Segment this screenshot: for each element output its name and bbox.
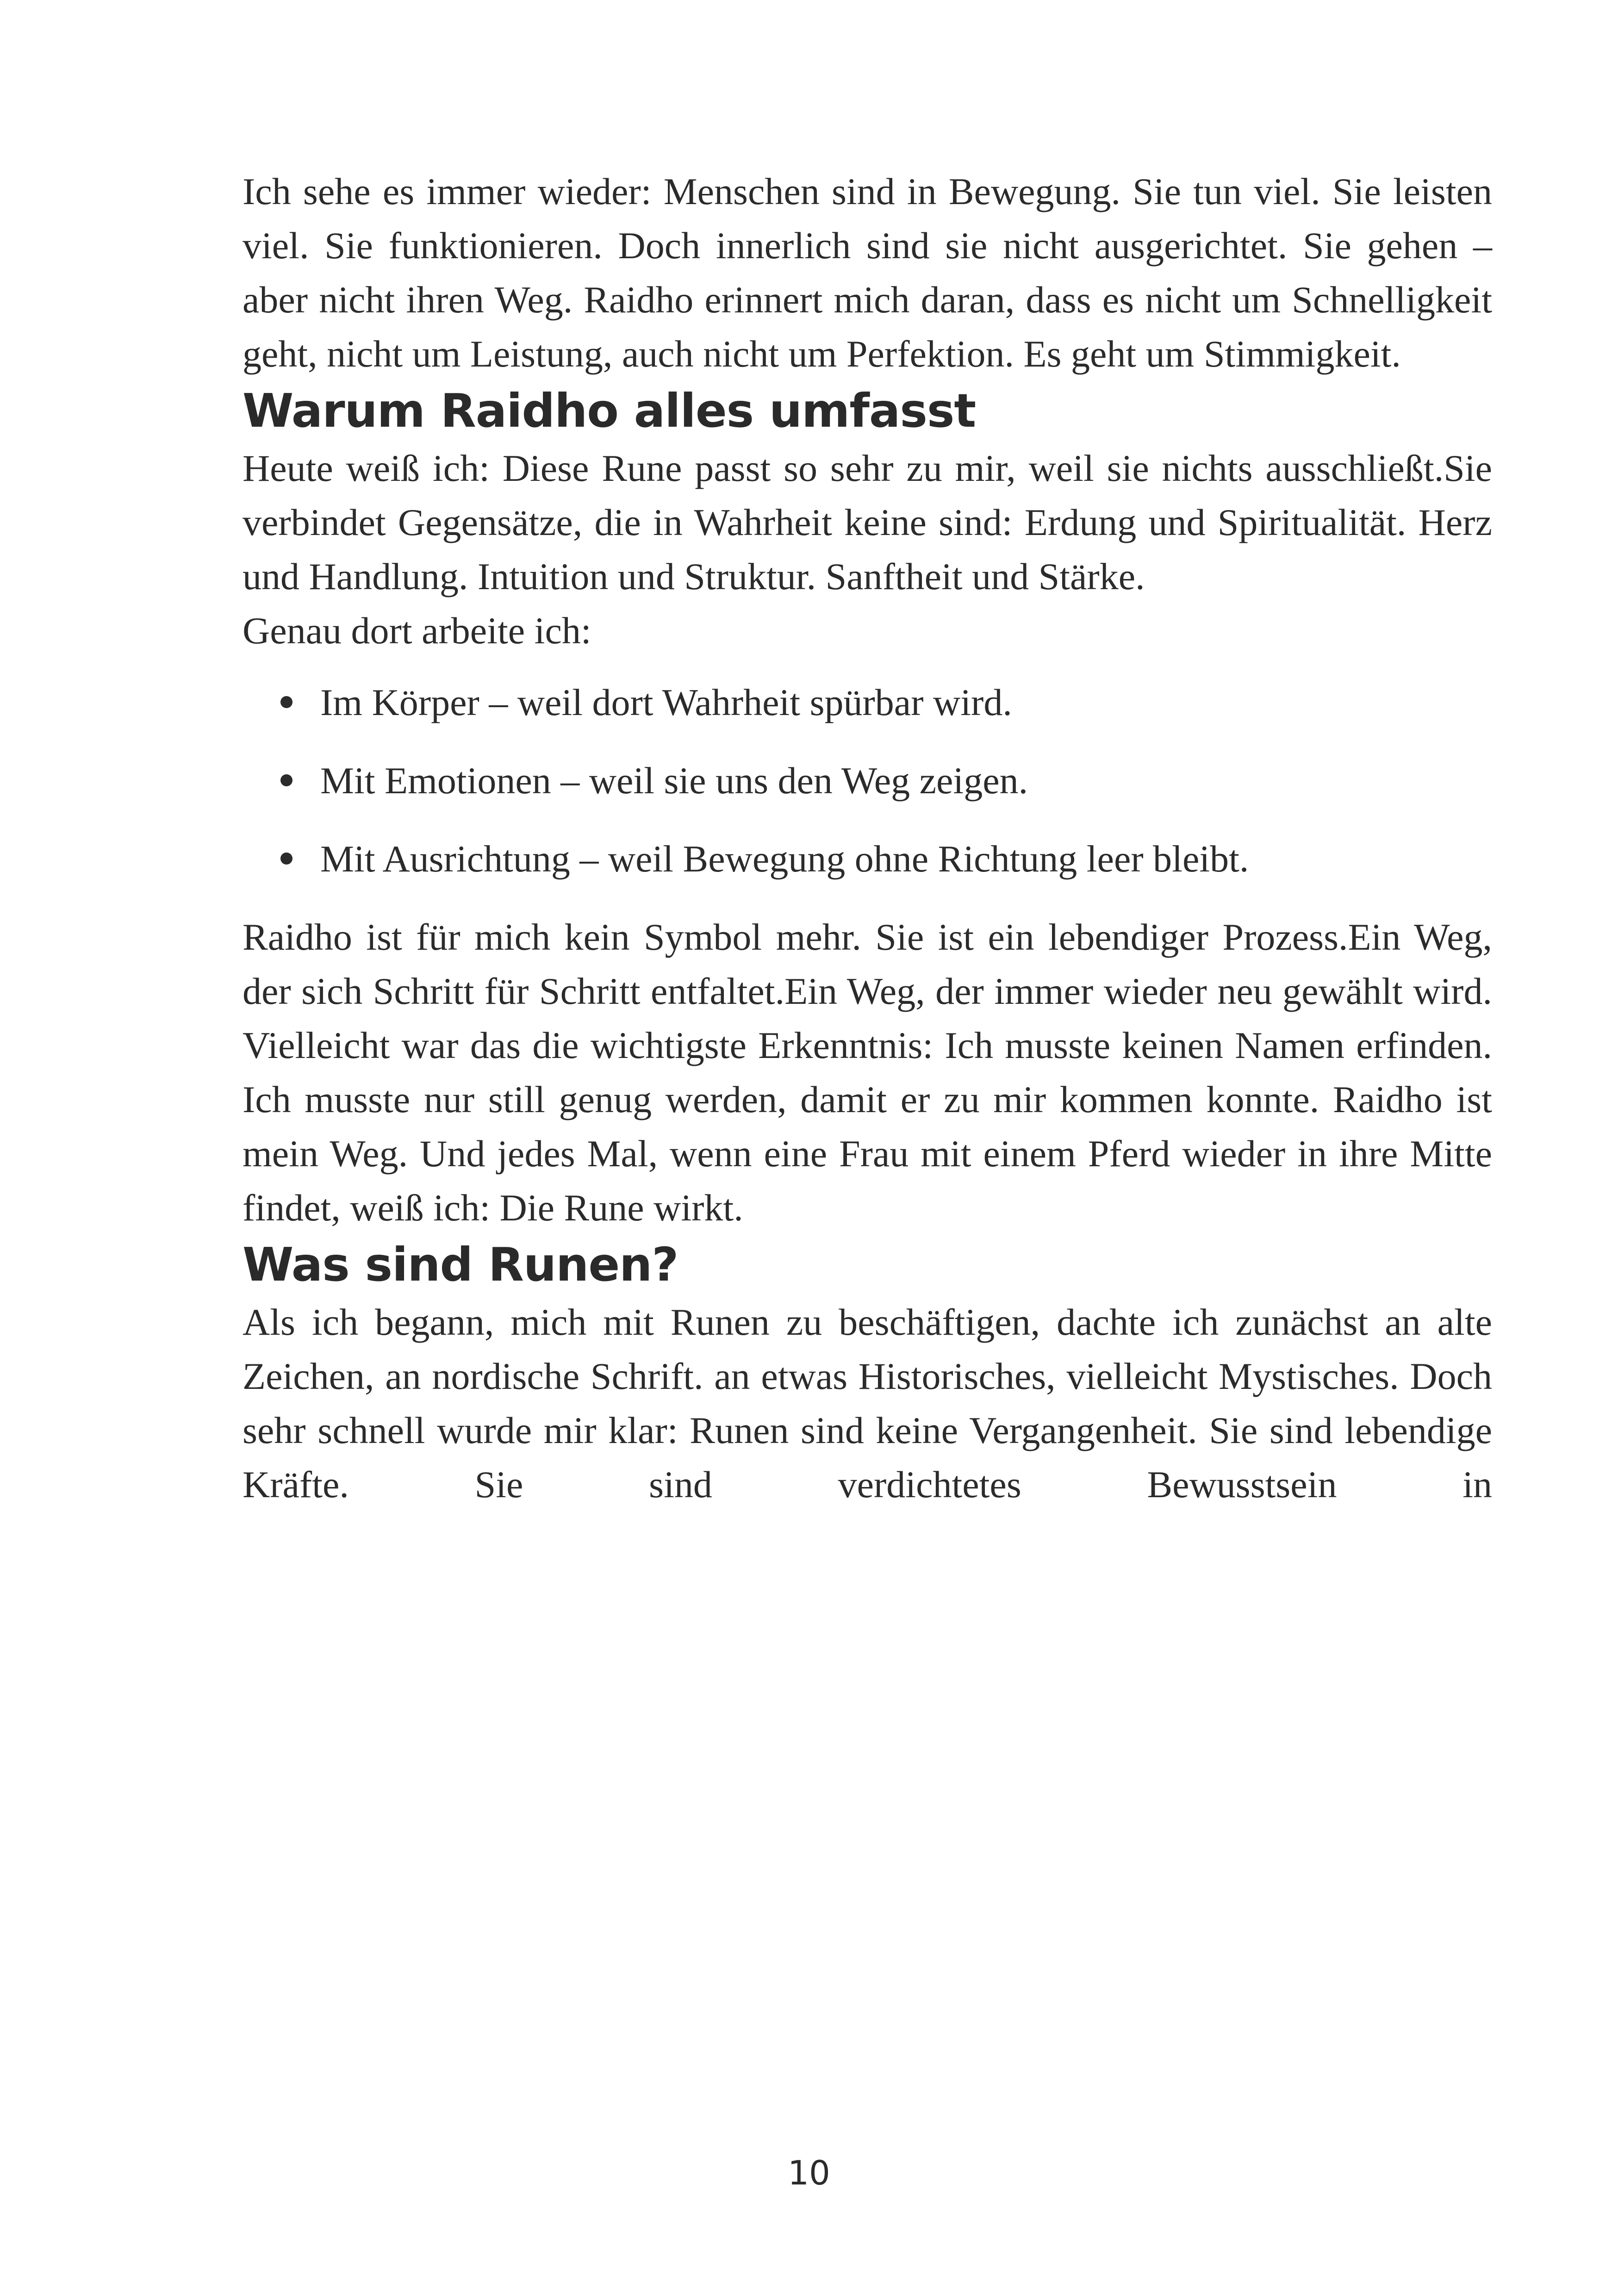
list-item: [243, 675, 1492, 729]
bullet-icon: [280, 852, 292, 865]
list-item-text: Im Körper – weil dort Wahrheit spürbar wird.: [320, 681, 1012, 723]
bullet-icon: [280, 696, 292, 708]
raidho-paragraph-1: Heute weiß ich: Diese Rune passt so sehr zu mir, weil sie nichts ausschließt.Sie verbindet Gegensätze, die in Wahrheit keine sind: Erdung und Spiritualität. Herz und Handlung. Intuition und Struktur. Sanftheit und Stärke.: [243, 447, 1492, 597]
list-item-text: Mit Emotionen – weil sie uns den Weg zeigen.: [320, 759, 1028, 802]
page-number: 10: [788, 2153, 830, 2192]
list-item: [243, 832, 1492, 886]
page-content: [243, 164, 1492, 1512]
list-item: [243, 753, 1492, 808]
bullet-list: [243, 675, 1492, 886]
section-heading-raidho: Warum Raidho alles umfasst: [243, 384, 976, 438]
runen-paragraph-1: Als ich begann, mich mit Runen zu beschäftigen, dachte ich zunächst an alte Zeichen, an nordische Schrift. an etwas Historisches, vielleicht Mystisches. Doch sehr schnell wurde mir klar: Runen sind keine Vergangenheit. Sie sind lebendige Kräfte. Sie sind verdichtetes Bewusstsein in: [243, 1301, 1492, 1506]
raidho-paragraph-2: Genau dort arbeite ich:: [243, 610, 591, 652]
intro-paragraph: Ich sehe es immer wieder: Menschen sind in Bewegung. Sie tun viel. Sie leisten viel. Sie funktionieren. Doch innerlich sind sie nicht ausgerichtet. Sie gehen – aber nicht ihren Weg. Raidho erinnert mich daran, dass es nicht um Schnelligkeit geht, nicht um Leistung, auch nicht um Perfektion. Es geht um Stimmigkeit.: [243, 170, 1492, 375]
raidho-paragraph-3: Raidho ist für mich kein Symbol mehr. Sie ist ein lebendiger Prozess.Ein Weg, der sich Schritt für Schritt entfaltet.Ein Weg, der immer wieder neu gewählt wird. Vielleicht war das die wichtigste Erkenntnis: Ich musste keinen Namen erfinden. Ich musste nur still genug werden, damit er zu mir kommen konnte. Raidho ist mein Weg. Und jedes Mal, wenn eine Frau mit einem Pferd wieder in ihre Mitte findet, weiß ich: Die Rune wirkt.: [243, 916, 1492, 1229]
list-item-text: Mit Ausrichtung – weil Bewegung ohne Richtung leer bleibt.: [320, 838, 1249, 880]
section-heading-runen: Was sind Runen?: [243, 1238, 678, 1292]
bullet-icon: [280, 774, 292, 786]
